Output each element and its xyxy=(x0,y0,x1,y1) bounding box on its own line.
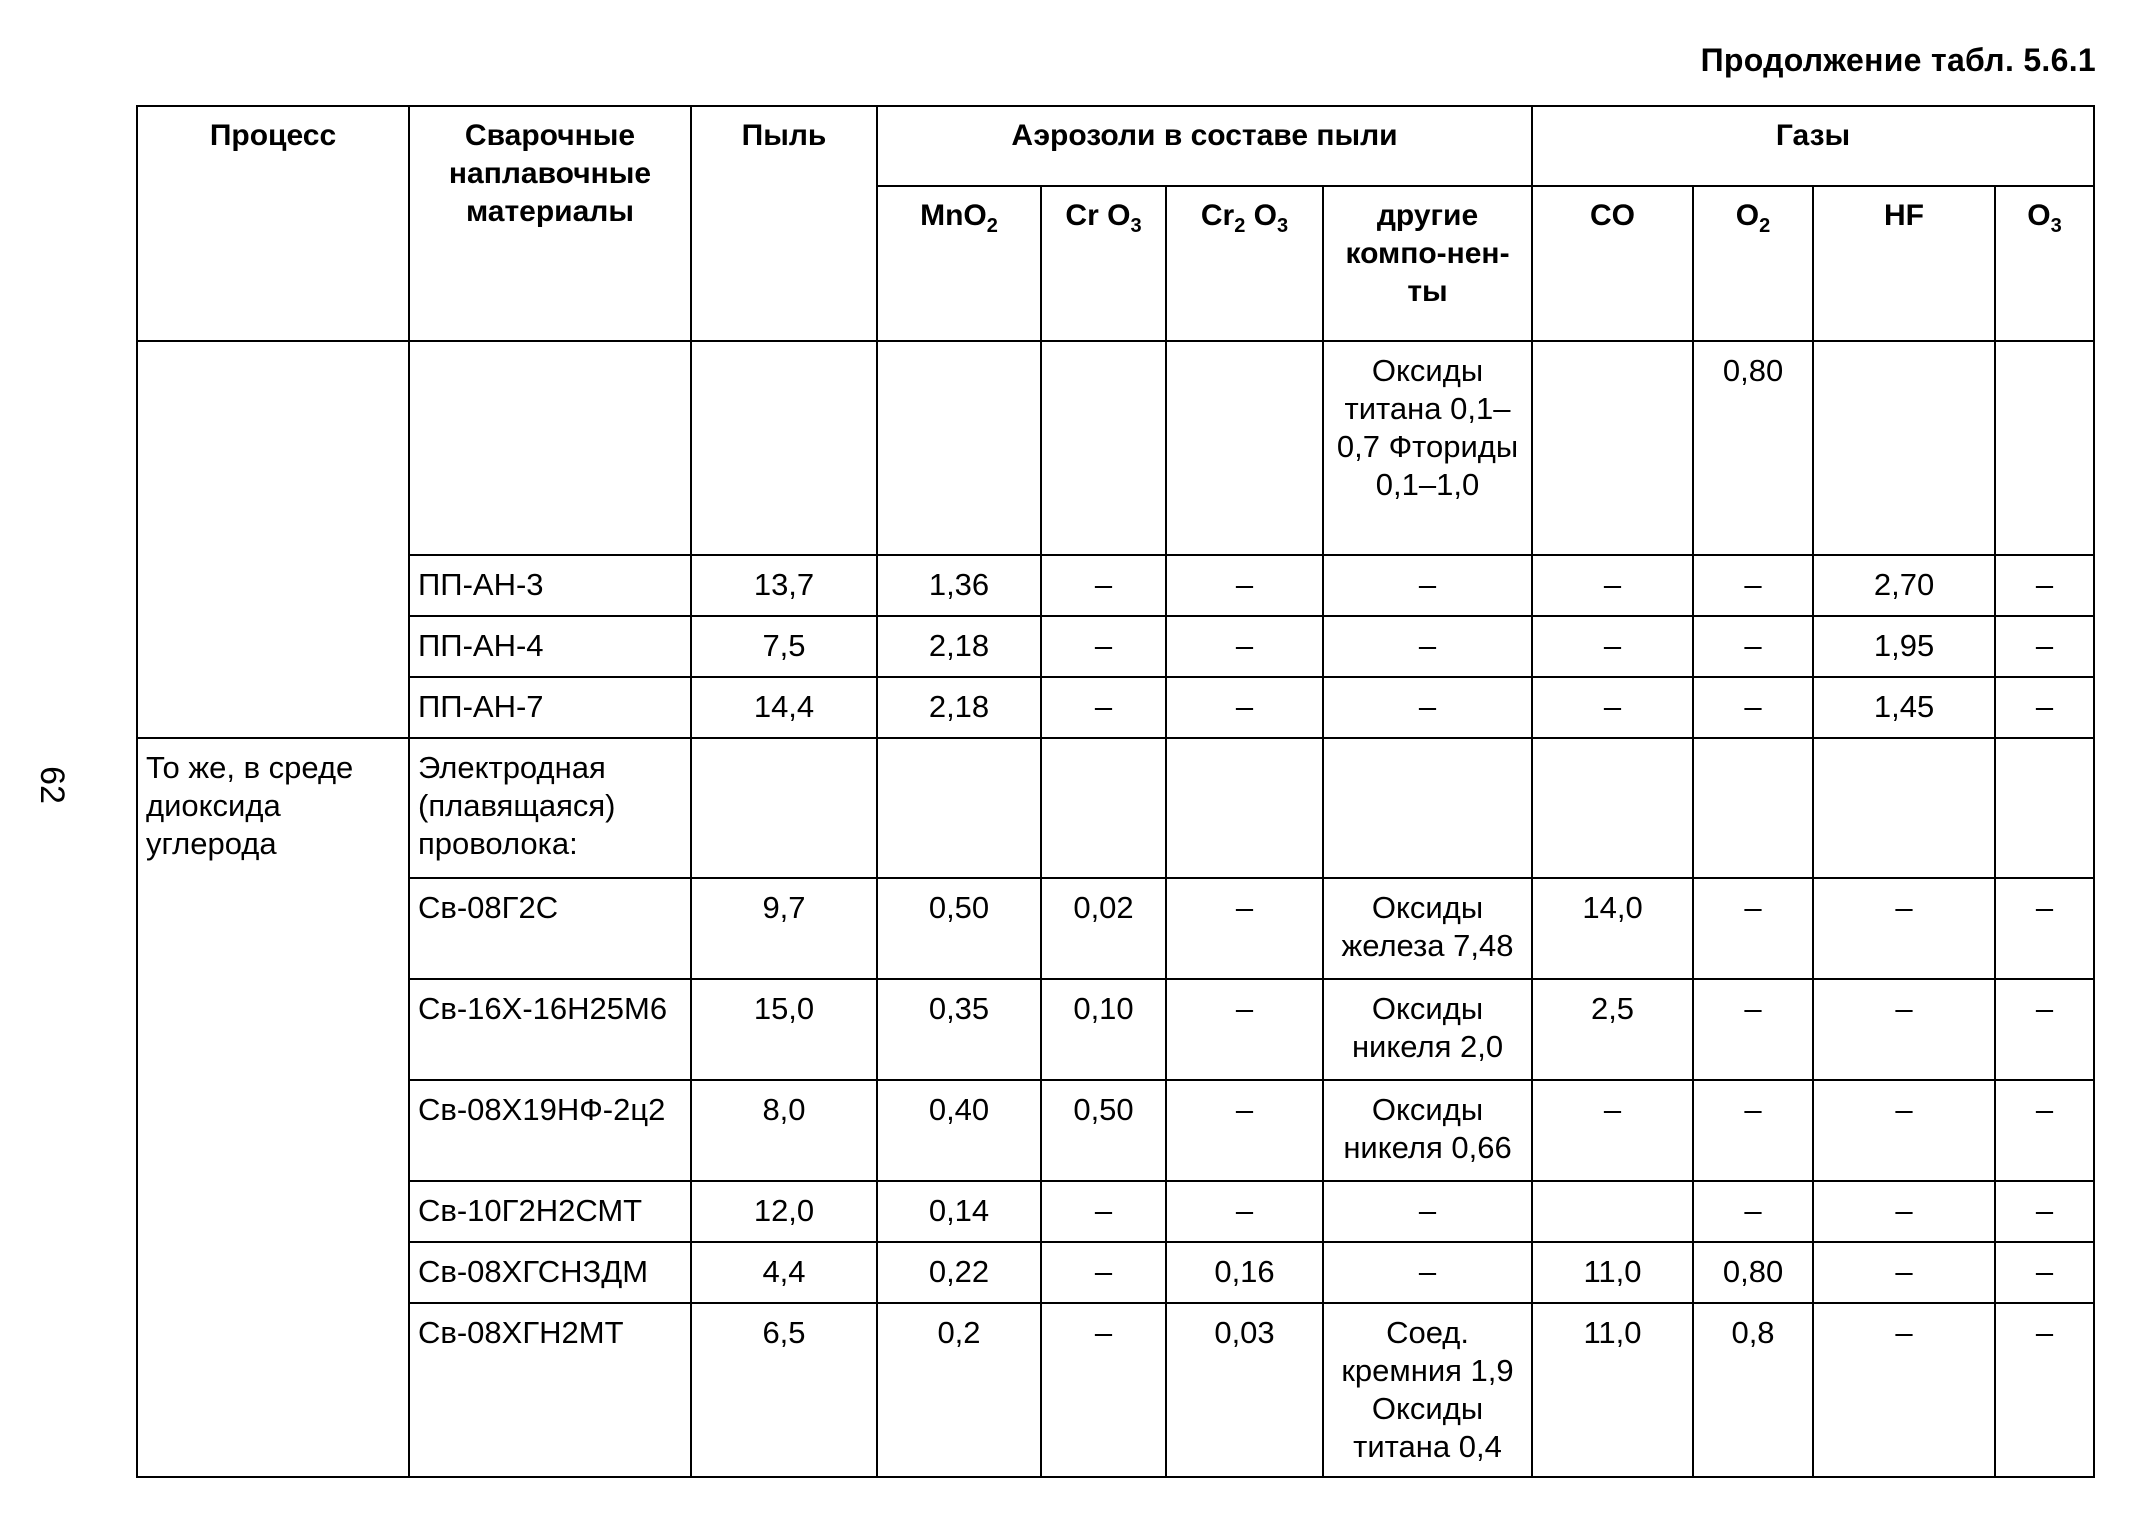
cell-material: Св-16Х-16Н25М6 xyxy=(409,979,691,1080)
cell-co xyxy=(1532,1181,1693,1242)
cell-cro3: – xyxy=(1041,555,1166,616)
header-aerosols: Аэрозоли в составе пыли xyxy=(877,106,1532,186)
header-gases: Газы xyxy=(1532,106,2094,186)
cell-mno2: 0,35 xyxy=(877,979,1041,1080)
cell-cr2o3: – xyxy=(1166,1080,1323,1181)
cell-cr2o3: – xyxy=(1166,878,1323,979)
cell-o2: – xyxy=(1693,979,1813,1080)
cell-o3: – xyxy=(1995,979,2094,1080)
cell-o3: – xyxy=(1995,878,2094,979)
cell-hf: 1,95 xyxy=(1813,616,1995,677)
cell-hf: 2,70 xyxy=(1813,555,1995,616)
cell-other: – xyxy=(1323,1242,1532,1303)
cell-o3: – xyxy=(1995,677,2094,738)
cell-material xyxy=(409,341,691,555)
cell-material: Св-08Г2С xyxy=(409,878,691,979)
cell-dust: 14,4 xyxy=(691,677,877,738)
table-row xyxy=(137,341,2094,555)
cell-mno2: 0,40 xyxy=(877,1080,1041,1181)
cell-hf: – xyxy=(1813,1242,1995,1303)
cell-cr2o3: – xyxy=(1166,677,1323,738)
cell-o2: 0,8 xyxy=(1693,1303,1813,1477)
header-o3: $O_3$ xyxy=(1995,186,2094,341)
header-mno2: MnO$_2$ xyxy=(877,186,1041,341)
cell-co xyxy=(1532,738,1693,878)
header-materials: Сварочные наплавочные материалы xyxy=(409,106,691,341)
cell-other: – xyxy=(1323,555,1532,616)
cell-mno2: 2,18 xyxy=(877,616,1041,677)
cell-o2: 0,80 xyxy=(1693,341,1813,555)
cell-hf: – xyxy=(1813,878,1995,979)
table-row xyxy=(137,555,2094,616)
cell-co xyxy=(1532,341,1693,555)
cell-o2: – xyxy=(1693,878,1813,979)
cell-cr2o3: 0,16 xyxy=(1166,1242,1323,1303)
cell-cro3: – xyxy=(1041,616,1166,677)
cell-co: – xyxy=(1532,1080,1693,1181)
header-hf: HF xyxy=(1813,186,1995,341)
cell-cro3 xyxy=(1041,738,1166,878)
table-row xyxy=(137,878,2094,979)
cell-cr2o3: – xyxy=(1166,555,1323,616)
cell-other: Оксиды железа 7,48 xyxy=(1323,878,1532,979)
cell-hf: – xyxy=(1813,1303,1995,1477)
cell-other: – xyxy=(1323,616,1532,677)
cell-o3: – xyxy=(1995,555,2094,616)
header-co: CO xyxy=(1532,186,1693,341)
table-row xyxy=(137,616,2094,677)
header-o2: $O_2$ xyxy=(1693,186,1813,341)
cell-other: – xyxy=(1323,677,1532,738)
cell-o2: – xyxy=(1693,1080,1813,1181)
cell-cro3: – xyxy=(1041,1303,1166,1477)
cell-cro3: – xyxy=(1041,1242,1166,1303)
table-row xyxy=(137,979,2094,1080)
cell-material: ПП-АН-3 xyxy=(409,555,691,616)
cell-mno2: 0,50 xyxy=(877,878,1041,979)
cell-hf: – xyxy=(1813,979,1995,1080)
cell-cr2o3: – xyxy=(1166,616,1323,677)
cell-mno2: 1,36 xyxy=(877,555,1041,616)
cell-cr2o3 xyxy=(1166,738,1323,878)
page-number: 62 xyxy=(33,766,71,804)
header-cro3: Cr $O_3$ xyxy=(1041,186,1166,341)
cell-cr2o3: – xyxy=(1166,1181,1323,1242)
cell-dust: 13,7 xyxy=(691,555,877,616)
cell-dust: 12,0 xyxy=(691,1181,877,1242)
cell-dust: 7,5 xyxy=(691,616,877,677)
cell-co: 2,5 xyxy=(1532,979,1693,1080)
cell-cro3: – xyxy=(1041,1181,1166,1242)
cell-dust xyxy=(691,738,877,878)
cell-o3: – xyxy=(1995,1242,2094,1303)
cell-o2: – xyxy=(1693,616,1813,677)
cell-mno2: 0,22 xyxy=(877,1242,1041,1303)
header-other: другие компо-ненты xyxy=(1323,186,1532,341)
cell-dust: 15,0 xyxy=(691,979,877,1080)
cell-o3 xyxy=(1995,341,2094,555)
header-dust: Пыль xyxy=(691,106,877,341)
cell-other: Соед. кремния 1,9 Оксиды титана 0,4 xyxy=(1323,1303,1532,1477)
cell-dust: 6,5 xyxy=(691,1303,877,1477)
cell-co: 14,0 xyxy=(1532,878,1693,979)
cell-other xyxy=(1323,738,1532,878)
cell-mno2: 0,2 xyxy=(877,1303,1041,1477)
cell-co: 11,0 xyxy=(1532,1303,1693,1477)
cell-mno2 xyxy=(877,341,1041,555)
cell-material: Св-10Г2Н2СМТ xyxy=(409,1181,691,1242)
cell-o2: 0,80 xyxy=(1693,1242,1813,1303)
cell-mno2 xyxy=(877,738,1041,878)
cell-hf: – xyxy=(1813,1080,1995,1181)
cell-o2: – xyxy=(1693,1181,1813,1242)
table-caption: Продолжение табл. 5.6.1 xyxy=(1700,42,2096,78)
cell-o3: – xyxy=(1995,1080,2094,1181)
cell-co: 11,0 xyxy=(1532,1242,1693,1303)
header-cr2o3: $Cr_2$ $O_3$ xyxy=(1166,186,1323,341)
cell-o2 xyxy=(1693,738,1813,878)
cell-hf: – xyxy=(1813,1181,1995,1242)
header-process: Процесс xyxy=(137,106,409,341)
cell-hf xyxy=(1813,738,1995,878)
cell-cro3: 0,10 xyxy=(1041,979,1166,1080)
cell-other: Оксиды никеля 2,0 xyxy=(1323,979,1532,1080)
table-row xyxy=(137,1080,2094,1181)
cell-dust: 8,0 xyxy=(691,1080,877,1181)
cell-dust: 9,7 xyxy=(691,878,877,979)
cell-other: – xyxy=(1323,1181,1532,1242)
cell-material: Электродная (плавящаяся) проволока: xyxy=(409,738,691,878)
cell-material: ПП-АН-7 xyxy=(409,677,691,738)
cell-cro3: 0,02 xyxy=(1041,878,1166,979)
cell-o3: – xyxy=(1995,1303,2094,1477)
cell-cr2o3: 0,03 xyxy=(1166,1303,1323,1477)
table-row xyxy=(137,738,2094,878)
cell-cr2o3 xyxy=(1166,341,1323,555)
cell-co: – xyxy=(1532,677,1693,738)
cell-material: Св-08Х19НФ-2ц2 xyxy=(409,1080,691,1181)
cell-process: То же, в среде диоксида углерода xyxy=(137,738,409,1477)
cell-o3 xyxy=(1995,738,2094,878)
cell-o3: – xyxy=(1995,1181,2094,1242)
cell-process xyxy=(137,341,409,738)
cell-cro3: 0,50 xyxy=(1041,1080,1166,1181)
cell-mno2: 2,18 xyxy=(877,677,1041,738)
cell-mno2: 0,14 xyxy=(877,1181,1041,1242)
cell-material: ПП-АН-4 xyxy=(409,616,691,677)
cell-material: Св-08ХГСНЗДМ xyxy=(409,1242,691,1303)
cell-dust: 4,4 xyxy=(691,1242,877,1303)
cell-o3: – xyxy=(1995,616,2094,677)
cell-material: Св-08ХГН2МТ xyxy=(409,1303,691,1477)
cell-co: – xyxy=(1532,616,1693,677)
cell-cro3: – xyxy=(1041,677,1166,738)
cell-hf xyxy=(1813,341,1995,555)
cell-dust xyxy=(691,341,877,555)
cell-o2: – xyxy=(1693,677,1813,738)
table-row xyxy=(137,1242,2094,1303)
table-row xyxy=(137,677,2094,738)
cell-co: – xyxy=(1532,555,1693,616)
cell-o2: – xyxy=(1693,555,1813,616)
table-row xyxy=(137,1303,2094,1477)
header-row-1 xyxy=(137,106,2094,186)
cell-other: Оксиды титана 0,1–0,7 Фториды 0,1–1,0 xyxy=(1323,341,1532,555)
table-row xyxy=(137,1181,2094,1242)
cell-hf: 1,45 xyxy=(1813,677,1995,738)
cell-cr2o3: – xyxy=(1166,979,1323,1080)
emissions-table xyxy=(136,105,2095,1478)
cell-other: Оксиды никеля 0,66 xyxy=(1323,1080,1532,1181)
cell-cro3 xyxy=(1041,341,1166,555)
